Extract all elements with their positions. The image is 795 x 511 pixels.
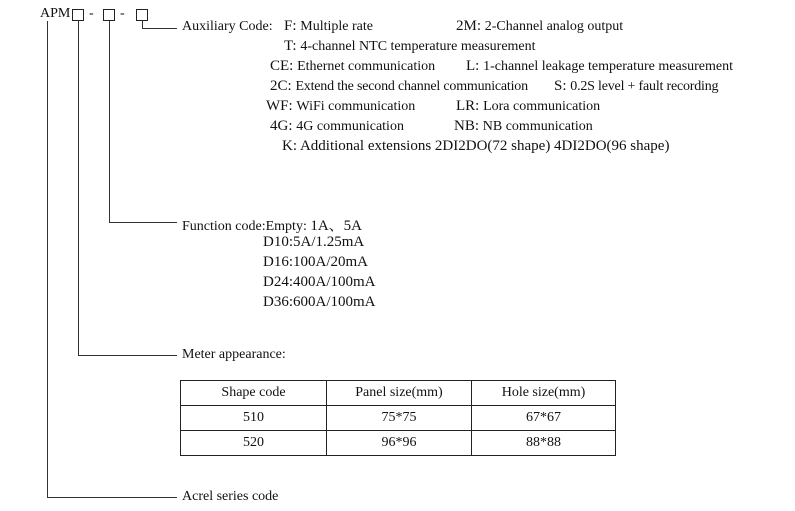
aux-desc-4g: 4G communication	[296, 119, 404, 134]
aux-code-2c: 2C: Extend the second channel communication	[270, 78, 528, 94]
model-prefix: APM	[40, 6, 71, 21]
series-box-1	[72, 9, 84, 21]
connector-series-horizontal	[47, 497, 177, 498]
aux-desc-t: 4-channel NTC temperature measurement	[300, 39, 536, 54]
connector-series-vertical	[47, 21, 48, 497]
appearance-table	[180, 380, 616, 456]
aux-code-t: T: 4-channel NTC temperature measurement	[284, 38, 536, 54]
aux-desc-lr: Lora communication	[483, 99, 601, 114]
connector-aux-horizontal	[142, 28, 177, 29]
function-item-d16: D16:100A/20mA	[263, 254, 368, 270]
connector-appear-horizontal	[78, 355, 177, 356]
aux-code-4g: 4G: 4G communication	[270, 118, 404, 134]
table-row	[181, 431, 616, 456]
function-item-d10: D10:5A/1.25mA	[263, 234, 365, 250]
aux-code-lr: LR: Lora communication	[456, 98, 601, 114]
aux-code-f: F: Multiple rate	[284, 18, 373, 34]
separator-2: -	[120, 6, 125, 21]
appearance-title: Meter appearance:	[182, 347, 286, 362]
separator-1: -	[89, 6, 94, 21]
table-cell: 67*67	[472, 406, 616, 431]
function-title: Function code:Empty: 1A、5A	[182, 218, 363, 234]
aux-desc-nb: NB communication	[482, 119, 593, 134]
aux-code-2m: 2M: 2-Channel analog output	[456, 18, 624, 34]
table-row	[181, 406, 616, 431]
table-header-panel: Panel size(mm)	[327, 381, 472, 406]
auxiliary-title: Auxiliary Code:	[182, 19, 273, 34]
series-box-3	[136, 9, 148, 21]
function-item-d24: D24:400A/100mA	[263, 274, 376, 290]
connector-aux-vertical	[142, 21, 143, 28]
table-header-hole: Hole size(mm)	[472, 381, 616, 406]
table-cell: 510	[181, 406, 327, 431]
function-empty-label: Empty:	[265, 219, 307, 234]
aux-code-l: L: 1-channel leakage temperature measurement	[466, 58, 734, 74]
series-box-2	[103, 9, 115, 21]
aux-code-nb: NB: NB communication	[454, 118, 593, 134]
aux-desc-wf: WiFi communication	[296, 99, 416, 114]
aux-desc-ce: Ethernet communication	[297, 59, 436, 74]
table-cell: 520	[181, 431, 327, 456]
aux-code-k: K: Additional extensions 2DI2DO(72 shape) 4DI2DO(96 shape)	[282, 138, 670, 154]
aux-desc-l: 1-channel leakage temperature measurement	[483, 59, 734, 74]
connector-func-vertical	[109, 21, 110, 222]
aux-desc-2c: Extend the second channel communication	[295, 79, 528, 94]
aux-code-s: S: 0.2S level + fault recording	[554, 78, 719, 94]
connector-func-horizontal	[109, 222, 177, 223]
function-empty-value: 1A、5A	[310, 218, 363, 234]
table-cell: 88*88	[472, 431, 616, 456]
table-header-shape: Shape code	[181, 381, 327, 406]
table-cell: 96*96	[327, 431, 472, 456]
aux-desc-2m: 2-Channel analog output	[484, 19, 624, 34]
connector-appear-vertical	[78, 21, 79, 355]
aux-desc-s: 0.2S level + fault recording	[570, 79, 719, 94]
series-title: Acrel series code	[182, 489, 279, 504]
aux-desc-k: Additional extensions 2DI2DO(72 shape) 4DI2DO(96 shape)	[299, 138, 670, 154]
aux-desc-f: Multiple rate	[300, 19, 373, 34]
aux-code-wf: WF: WiFi communication	[266, 98, 416, 114]
table-header-row	[181, 381, 616, 406]
table-cell: 75*75	[327, 406, 472, 431]
function-item-d36: D36:600A/100mA	[263, 294, 376, 310]
aux-code-ce: CE: Ethernet communication	[270, 58, 436, 74]
